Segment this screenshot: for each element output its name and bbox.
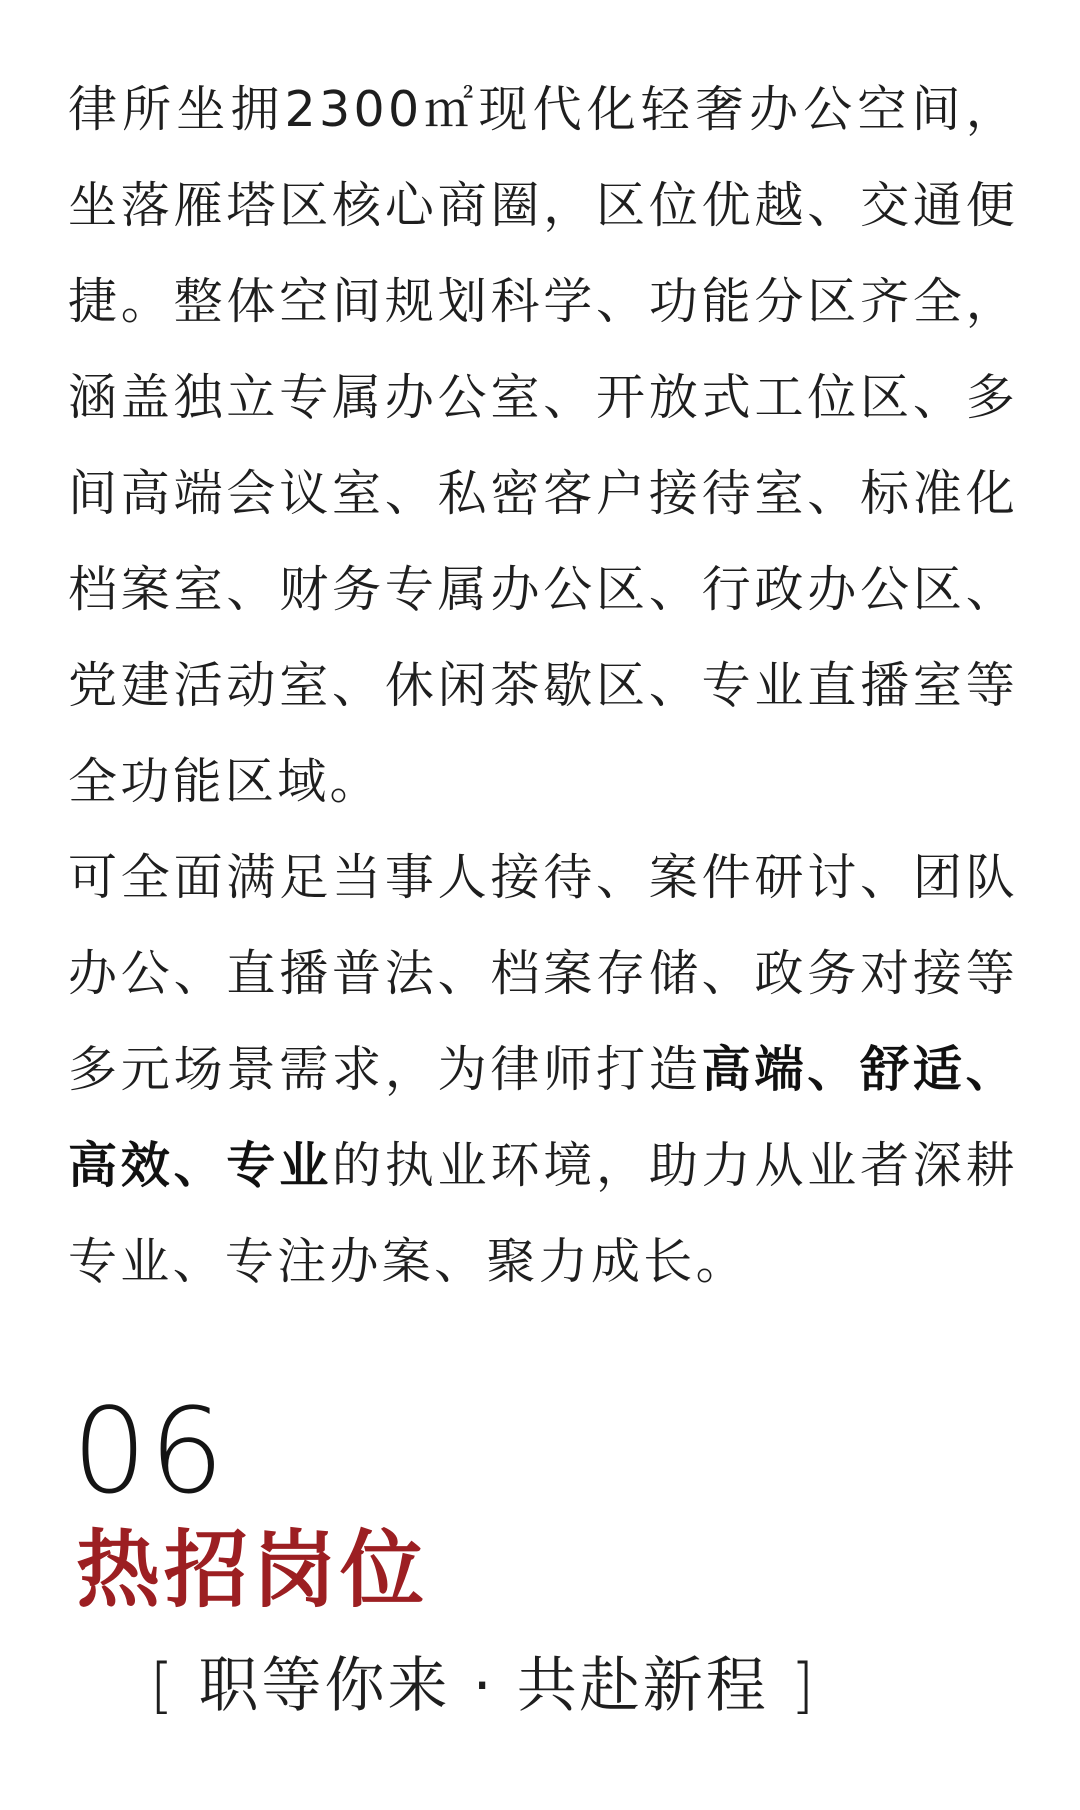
intro-paragraph-2-start: 可全面满足当事人接待、案件研讨、团队办公、直播普法、档案存储、政务对接等多元场景需求，为律师打造 bbox=[68, 849, 1018, 1098]
intro-paragraph-2 bbox=[68, 830, 1018, 1310]
section-title: 热招岗位 bbox=[76, 1520, 429, 1619]
intro-paragraph-2-highlight: 高端、舒适、高效、专业 bbox=[68, 1041, 1018, 1194]
bracket-open: [ bbox=[150, 1651, 177, 1721]
section-subtitle-text: 职等你来 · 共赴新程 bbox=[198, 1651, 769, 1721]
section-number: 06 bbox=[72, 1382, 227, 1520]
intro-paragraph-2-end: 的执业环境，助力从业者深耕专业、专注办案、聚力成长。 bbox=[68, 1137, 1018, 1290]
section-subtitle bbox=[150, 1648, 817, 1724]
intro-text-block bbox=[68, 62, 1018, 1310]
bracket-close: ] bbox=[790, 1651, 818, 1721]
intro-paragraph-1: 律所坐拥2300㎡现代化轻奢办公空间，坐落雁塔区核心商圈，区位优越、交通便捷。整体空间规划科学、功能分区齐全，涵盖独立专属办公室、开放式工位区、多间高端会议室、私密客户接待室、标准化档案室、财务专属办公区、行政办公区、党建活动室、休闲茶歇区、专业直播室等全功能区域。 bbox=[68, 81, 1018, 810]
